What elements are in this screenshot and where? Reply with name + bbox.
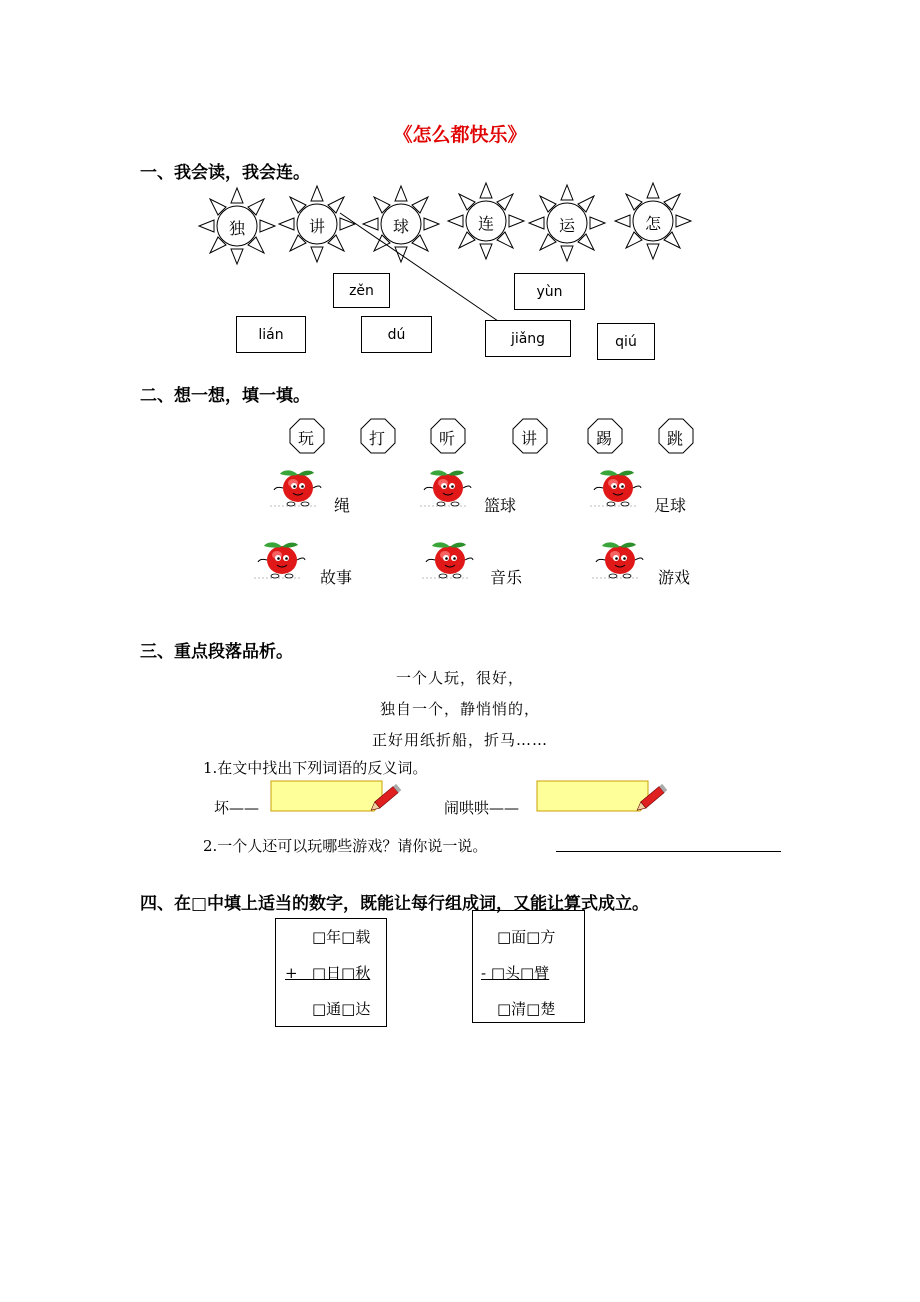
section4-heading: 四、在□中填上适当的数字，既能让每行组成词，又能让算式成立。 <box>140 894 650 914</box>
verb-char: 听 <box>439 429 456 448</box>
sun-char: 怎 <box>645 214 662 233</box>
poem-line: 一个人玩，很好， <box>395 669 524 687</box>
question-2: 2.一个人还可以玩哪些游戏？请你说一说。 <box>203 837 488 855</box>
fill-word: 篮球 <box>484 496 517 515</box>
verb-char: 讲 <box>521 429 538 448</box>
pinyin-box: jiǎng <box>485 320 571 357</box>
apple-mascot-icon <box>418 466 474 510</box>
verb-octagon <box>430 418 466 454</box>
apple-mascot-icon <box>268 466 324 510</box>
pinyin-box: lián <box>236 316 306 353</box>
answer-note-right[interactable] <box>536 780 668 812</box>
verb-octagon <box>587 418 623 454</box>
section3-heading: 三、重点段落品析。 <box>140 642 293 662</box>
sun-char: 独 <box>229 219 246 238</box>
math-row: □面□方 <box>497 928 556 946</box>
apple-mascot-icon <box>420 538 476 582</box>
antonym-prompt-right: 闹哄哄—— <box>444 799 520 817</box>
section1-heading: 一、我会读，我会连。 <box>140 163 310 183</box>
poem-line: 正好用纸折船，折马…… <box>371 731 548 749</box>
pinyin-box: dú <box>361 316 432 353</box>
math-row-operator: - □头□臂 <box>481 964 550 982</box>
fill-word: 故事 <box>320 568 353 587</box>
pinyin-box: qiú <box>597 323 655 360</box>
verb-octagon <box>360 418 396 454</box>
sun-char: 运 <box>559 216 576 235</box>
math-row: □通□达 <box>312 1000 371 1018</box>
verb-char: 玩 <box>298 429 315 448</box>
verb-char: 跳 <box>667 429 684 448</box>
question-1: 1.在文中找出下列词语的反义词。 <box>203 759 428 777</box>
verb-char: 打 <box>369 429 386 448</box>
section2-heading: 二、想一想，填一填。 <box>140 386 310 406</box>
math-box-add <box>275 918 387 1027</box>
verb-octagon <box>512 418 548 454</box>
page-title: 《怎么都快乐》 <box>393 124 527 146</box>
math-row: □清□楚 <box>497 1000 556 1018</box>
verb-octagon <box>658 418 694 454</box>
math-row-operator: + □日□秋 <box>285 964 371 982</box>
pinyin-box: yùn <box>514 273 585 310</box>
math-box-subtract <box>472 910 585 1023</box>
fill-word: 绳 <box>334 496 351 515</box>
answer-note-left[interactable] <box>270 780 402 812</box>
answer-line[interactable] <box>556 851 781 852</box>
math-row: □年□载 <box>312 928 371 946</box>
apple-mascot-icon <box>590 538 646 582</box>
sun-char: 讲 <box>309 217 326 236</box>
connect-lines <box>0 0 920 400</box>
apple-mascot-icon <box>588 466 644 510</box>
fill-word: 音乐 <box>490 568 523 587</box>
sun-char: 球 <box>393 217 410 236</box>
verb-octagon <box>289 418 325 454</box>
poem-line: 独自一个，静悄悄的， <box>379 700 540 718</box>
sun-char: 连 <box>478 214 495 233</box>
pinyin-box: zěn <box>333 273 390 308</box>
apple-mascot-icon <box>252 538 308 582</box>
verb-char: 踢 <box>596 429 613 448</box>
antonym-prompt-left: 坏—— <box>214 799 260 817</box>
fill-word: 足球 <box>654 496 687 515</box>
fill-word: 游戏 <box>658 568 691 587</box>
